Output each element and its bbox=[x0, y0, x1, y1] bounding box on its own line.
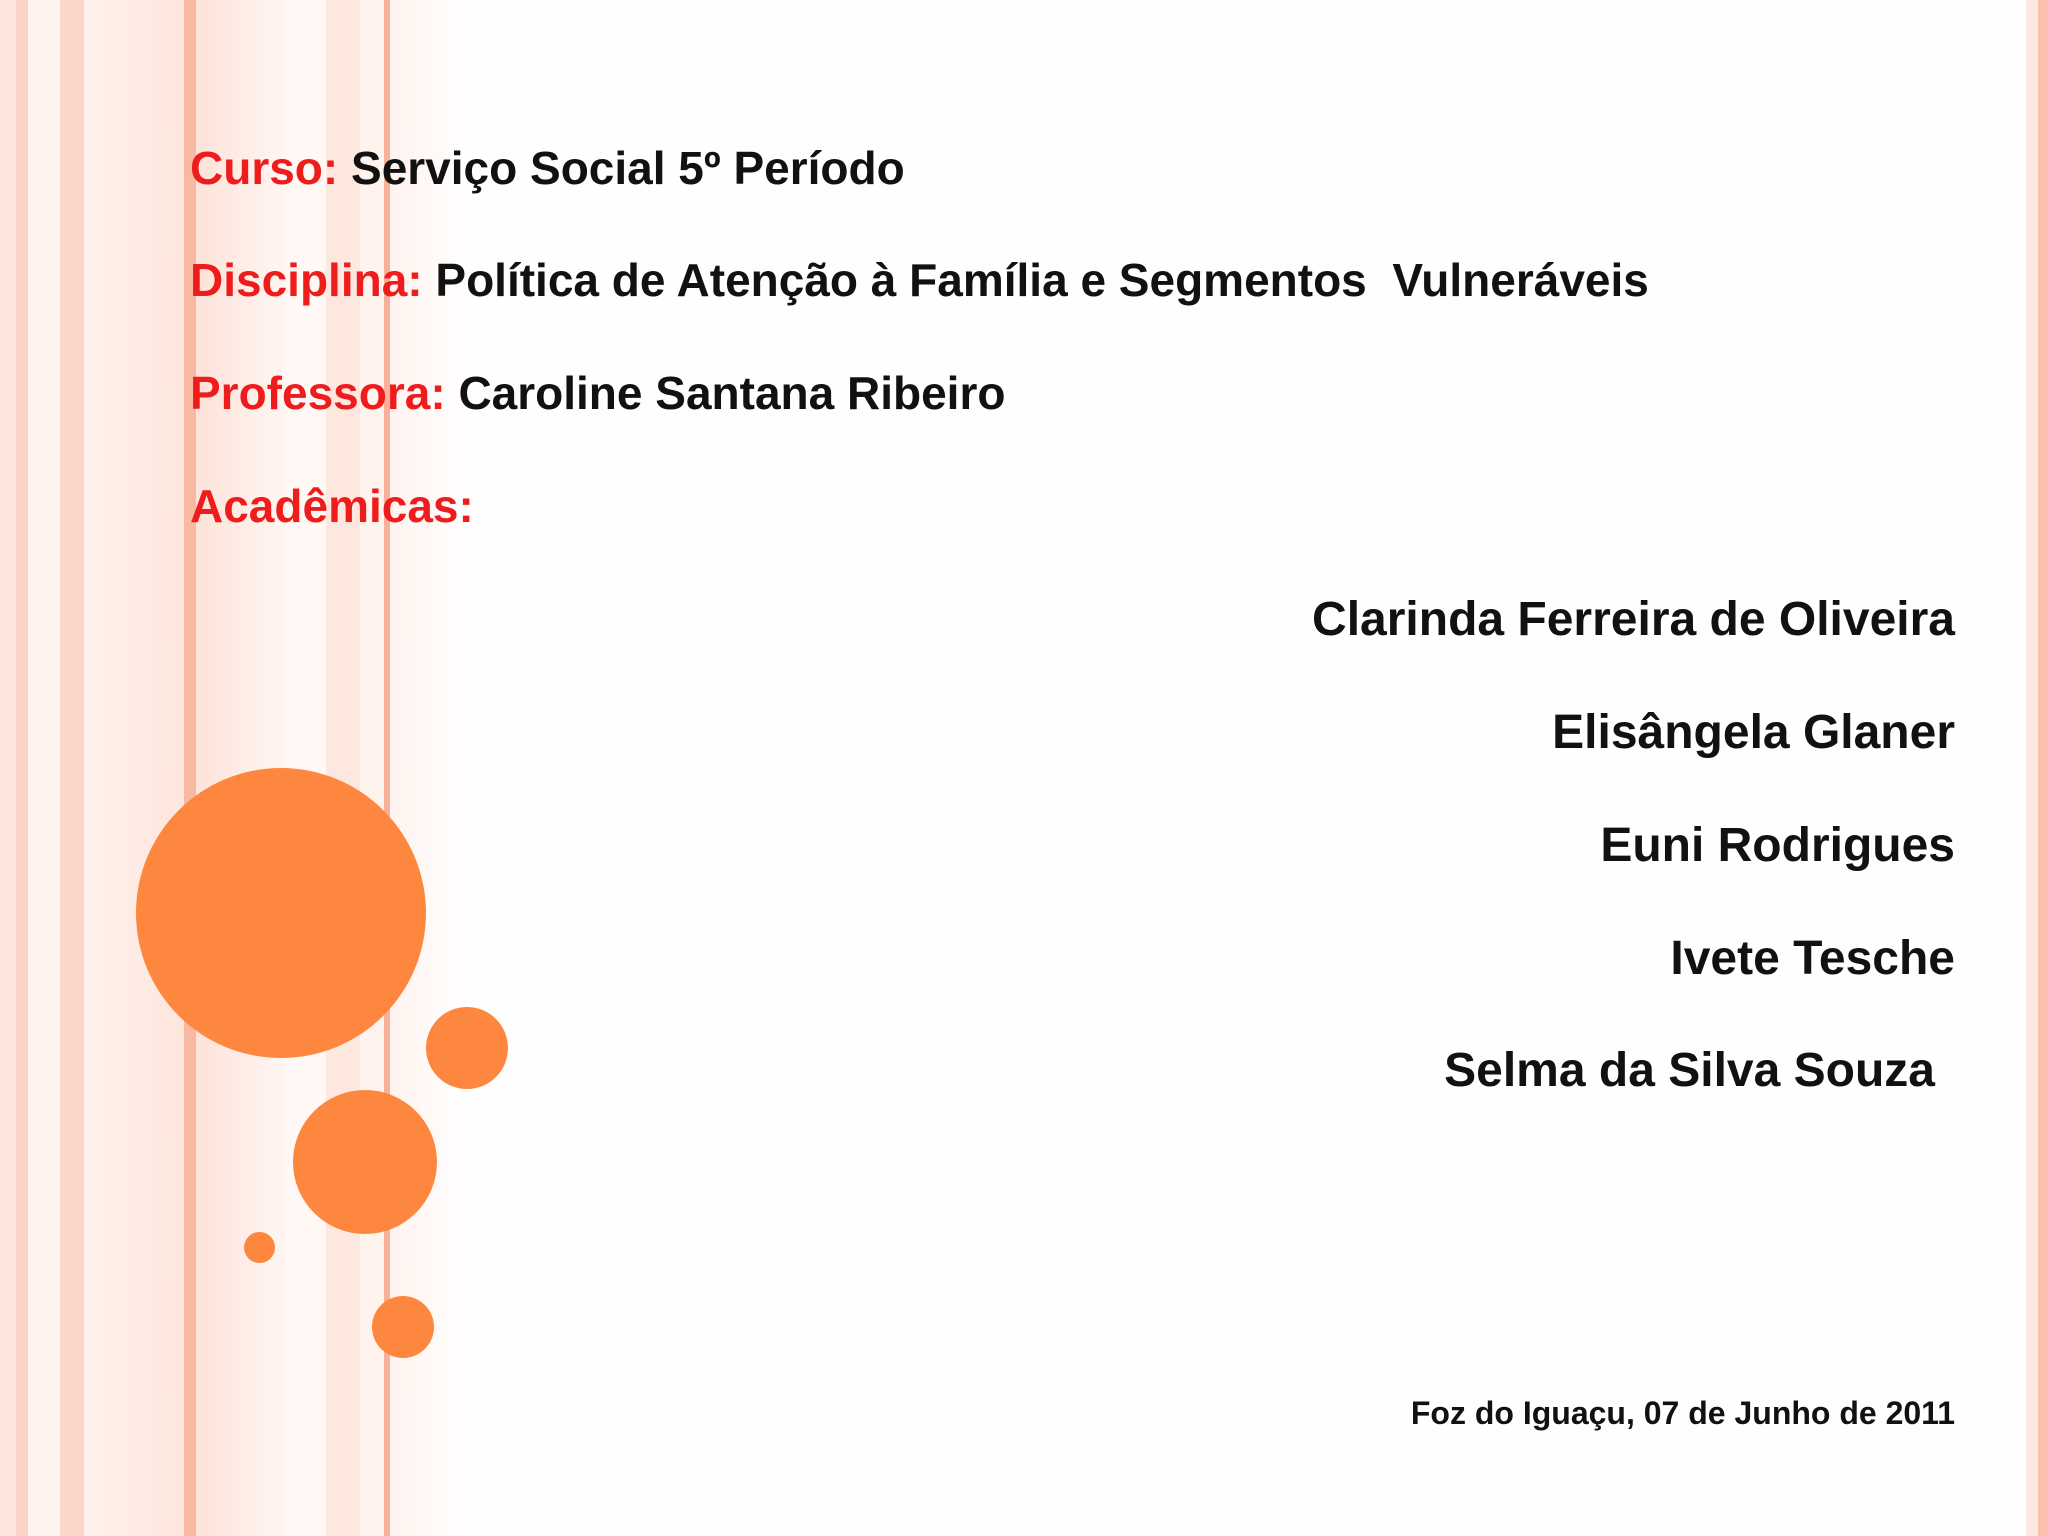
student-name: Clarinda Ferreira de Oliveira bbox=[1312, 593, 1955, 646]
professor-value: Caroline Santana Ribeiro bbox=[458, 367, 1006, 419]
decorative-stripe bbox=[28, 0, 60, 1536]
decorative-stripe bbox=[184, 0, 196, 1536]
footer-date: Foz do Iguaçu, 07 de Junho de 2011 bbox=[1410, 1395, 1955, 1431]
course-line bbox=[190, 142, 905, 194]
professor-line bbox=[190, 367, 1006, 419]
decorative-circle-small bbox=[244, 1232, 275, 1263]
decorative-stripe bbox=[60, 0, 84, 1536]
professor-label: Professora: bbox=[190, 367, 446, 419]
course-label: Curso: bbox=[190, 142, 339, 194]
course-value: Serviço Social 5º Período bbox=[351, 142, 905, 194]
student-name: Ivete Tesche bbox=[1670, 932, 1955, 985]
discipline-value: Política de Atenção à Família e Segmentos Vulneráveis bbox=[435, 254, 1649, 306]
decorative-circle-medium bbox=[293, 1090, 437, 1234]
students-label: Acadêmicas: bbox=[190, 480, 474, 532]
student-name: Selma da Silva Souza bbox=[1444, 1044, 1935, 1097]
decorative-circle-large bbox=[136, 768, 426, 1058]
discipline-label: Disciplina: bbox=[190, 254, 423, 306]
discipline-line bbox=[190, 254, 1649, 306]
student-name: Elisângela Glaner bbox=[1552, 706, 1955, 759]
student-name: Euni Rodrigues bbox=[1600, 819, 1955, 872]
decorative-stripe bbox=[84, 0, 184, 1536]
decorative-stripe bbox=[16, 0, 28, 1536]
decorative-stripe-right bbox=[2026, 0, 2038, 1536]
decorative-circle-small bbox=[372, 1296, 434, 1358]
decorative-stripe bbox=[326, 0, 360, 1536]
decorative-circle-medium bbox=[426, 1007, 508, 1089]
decorative-stripe bbox=[0, 0, 16, 1536]
decorative-stripe-right bbox=[2038, 0, 2048, 1536]
students-line bbox=[190, 480, 474, 532]
